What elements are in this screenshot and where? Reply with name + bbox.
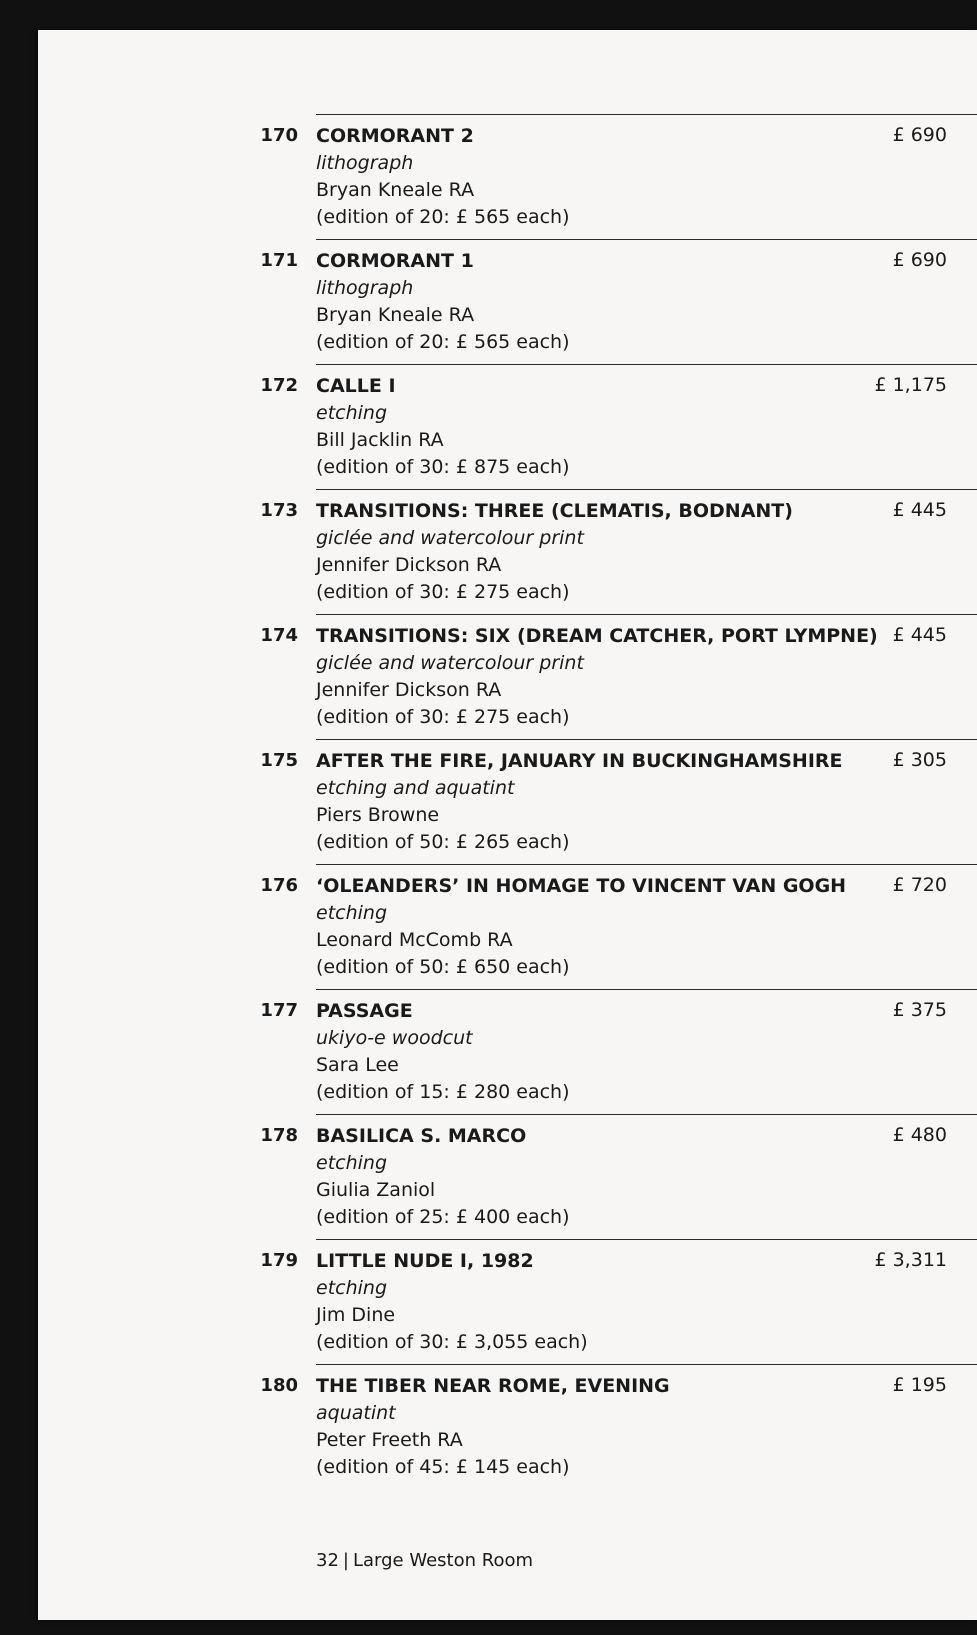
- artist-name: Jim Dine: [316, 1304, 396, 1326]
- price: £ 445: [892, 499, 947, 521]
- edition-info: (edition of 20: £ 565 each): [316, 331, 570, 353]
- edition-info: (edition of 30: £ 275 each): [316, 706, 570, 728]
- footer-separator: |: [342, 1550, 349, 1571]
- work-medium: giclée and watercolour print: [316, 527, 584, 549]
- price: £ 3,311: [874, 1249, 947, 1271]
- catalogue-entry: [38, 239, 977, 364]
- divider: [316, 614, 977, 615]
- catalogue-entry: [38, 489, 977, 614]
- lot-number: 179: [260, 1250, 298, 1271]
- price: £ 375: [892, 999, 947, 1021]
- work-title: THE TIBER NEAR ROME, EVENING: [316, 1375, 670, 1397]
- edition-info: (edition of 50: £ 650 each): [316, 956, 570, 978]
- artist-name: Sara Lee: [316, 1054, 399, 1076]
- divider: [316, 114, 977, 115]
- artist-name: Jennifer Dickson RA: [316, 554, 502, 576]
- room-name: Large Weston Room: [352, 1550, 534, 1571]
- work-title: BASILICA S. MARCO: [316, 1125, 527, 1147]
- price: £ 690: [892, 249, 947, 271]
- divider: [316, 989, 977, 990]
- lot-number: 177: [260, 1000, 298, 1021]
- artist-name: Bryan Kneale RA: [316, 179, 475, 201]
- page-footer: [316, 1550, 533, 1571]
- work-medium: lithograph: [316, 277, 414, 299]
- work-medium: etching: [316, 402, 388, 424]
- work-title: CORMORANT 2: [316, 125, 474, 147]
- catalogue-entry: [38, 614, 977, 739]
- lot-number: 176: [260, 875, 298, 896]
- work-medium: lithograph: [316, 152, 414, 174]
- work-title: ‘OLEANDERS’ IN HOMAGE TO VINCENT VAN GOGH: [316, 875, 847, 897]
- edition-info: (edition of 30: £ 875 each): [316, 456, 570, 478]
- price: £ 445: [892, 624, 947, 646]
- edition-info: (edition of 30: £ 275 each): [316, 581, 570, 603]
- divider: [316, 1114, 977, 1115]
- edition-info: (edition of 15: £ 280 each): [316, 1081, 570, 1103]
- work-title: TRANSITIONS: THREE (CLEMATIS, BODNANT): [316, 500, 793, 522]
- work-title: CORMORANT 1: [316, 250, 474, 272]
- work-medium: aquatint: [316, 1402, 396, 1424]
- lot-number: 174: [260, 625, 298, 646]
- price: £ 1,175: [874, 374, 947, 396]
- work-title: LITTLE NUDE I, 1982: [316, 1250, 534, 1272]
- work-title: AFTER THE FIRE, JANUARY IN BUCKINGHAMSHIRE: [316, 750, 843, 772]
- catalogue-entry: [38, 364, 977, 489]
- divider: [316, 1364, 977, 1365]
- artist-name: Giulia Zaniol: [316, 1179, 436, 1201]
- catalogue-entry: [38, 739, 977, 864]
- work-medium: etching: [316, 1277, 388, 1299]
- divider: [316, 364, 977, 365]
- lot-number: 171: [260, 250, 298, 271]
- catalogue-entry: [38, 989, 977, 1114]
- divider: [316, 239, 977, 240]
- artist-name: Bryan Kneale RA: [316, 304, 475, 326]
- artist-name: Peter Freeth RA: [316, 1429, 463, 1451]
- catalogue-page: [38, 30, 977, 1620]
- price: £ 305: [892, 749, 947, 771]
- lot-number: 170: [260, 125, 298, 146]
- edition-info: (edition of 30: £ 3,055 each): [316, 1331, 588, 1353]
- work-medium: etching: [316, 1152, 388, 1174]
- divider: [316, 489, 977, 490]
- edition-info: (edition of 20: £ 565 each): [316, 206, 570, 228]
- catalogue-entry: [38, 1364, 977, 1489]
- lot-number: 175: [260, 750, 298, 771]
- lot-number: 173: [260, 500, 298, 521]
- catalogue-entry: [38, 864, 977, 989]
- divider: [316, 864, 977, 865]
- catalogue-entry: [38, 1239, 977, 1364]
- work-medium: giclée and watercolour print: [316, 652, 584, 674]
- price: £ 720: [892, 874, 947, 896]
- divider: [316, 1239, 977, 1240]
- work-title: CALLE I: [316, 375, 396, 397]
- artist-name: Piers Browne: [316, 804, 440, 826]
- work-medium: etching: [316, 902, 388, 924]
- lot-number: 172: [260, 375, 298, 396]
- artist-name: Bill Jacklin RA: [316, 429, 444, 451]
- page-number: 32: [316, 1550, 339, 1571]
- work-medium: etching and aquatint: [316, 777, 515, 799]
- lot-number: 178: [260, 1125, 298, 1146]
- price: £ 195: [892, 1374, 947, 1396]
- work-medium: ukiyo-e woodcut: [316, 1027, 473, 1049]
- divider: [316, 739, 977, 740]
- artist-name: Jennifer Dickson RA: [316, 679, 502, 701]
- price: £ 480: [892, 1124, 947, 1146]
- work-title: PASSAGE: [316, 1000, 413, 1022]
- price: £ 690: [892, 124, 947, 146]
- edition-info: (edition of 50: £ 265 each): [316, 831, 570, 853]
- catalogue-entry: [38, 1114, 977, 1239]
- work-title: TRANSITIONS: SIX (DREAM CATCHER, PORT LYMPNE): [316, 625, 878, 647]
- edition-info: (edition of 45: £ 145 each): [316, 1456, 570, 1478]
- lot-number: 180: [260, 1375, 298, 1396]
- catalogue-entry: [38, 114, 977, 239]
- edition-info: (edition of 25: £ 400 each): [316, 1206, 570, 1228]
- artist-name: Leonard McComb RA: [316, 929, 513, 951]
